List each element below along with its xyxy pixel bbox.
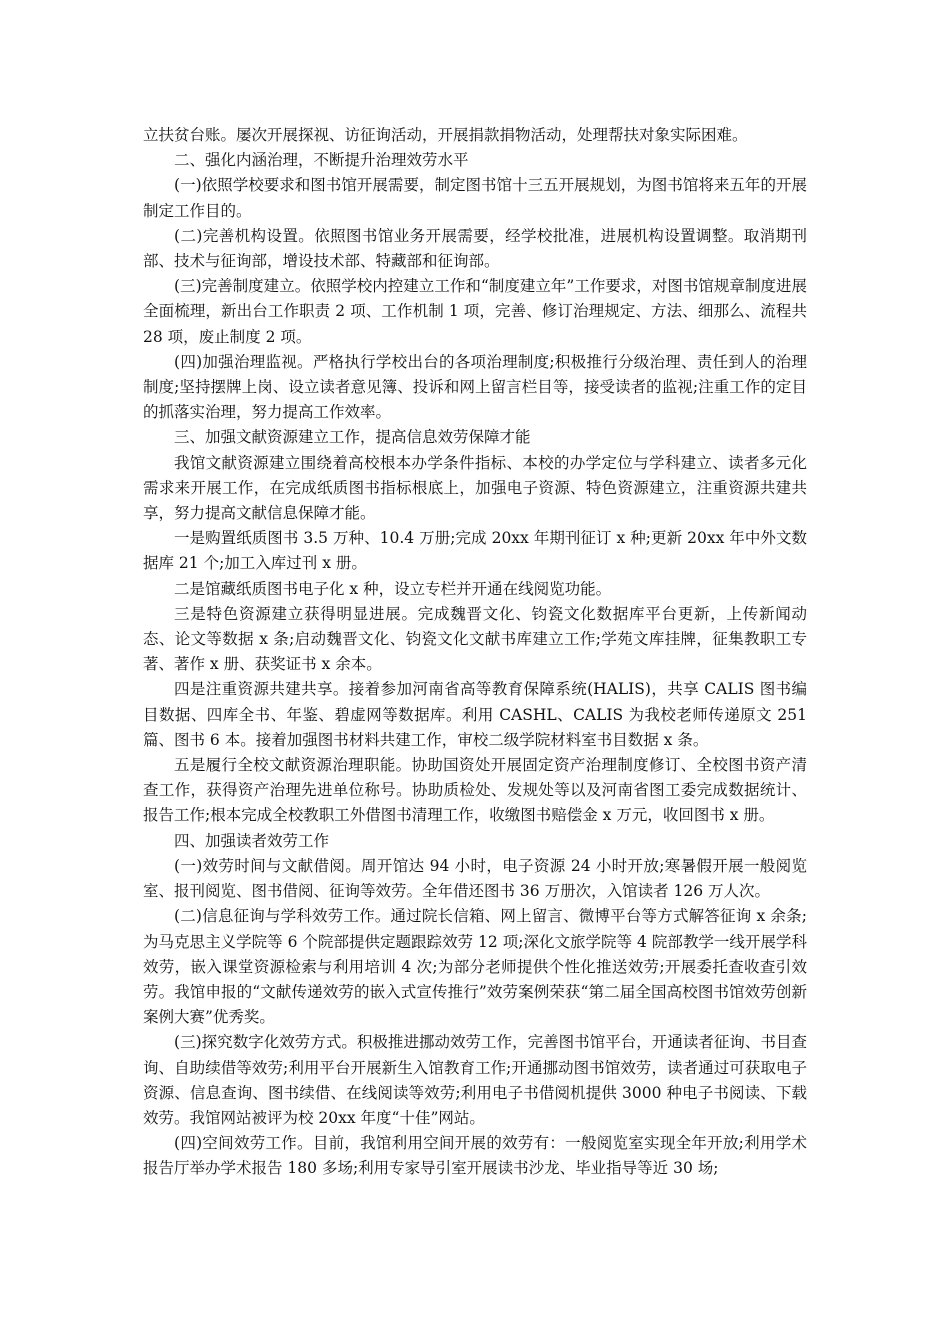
paragraph-3-intro: 我馆文献资源建立围绕着高校根本办学条件指标、本校的办学定位与学科建立、读者多元化需求来开展工作，在完成纸质图书指标根底上，加强电子资源、特色资源建立，注重资源共建共享，努力提高文献信息保障才能。: [143, 453, 807, 523]
paragraph-2-2: (二)完善机构设置。依照图书馆业务开展需要，经学校批准，进展机构设置调整。取消期刊部、技术与征询部，增设技术部、特藏部和征询部。: [143, 226, 807, 271]
paragraph-3-3: 三是特色资源建立获得明显进展。完成魏晋文化、钧瓷文化数据库平台更新，上传新闻动态、论文等数据 x 条;启动魏晋文化、钧瓷文化文献书库建立工作;学苑文库挂牌，征集教职工专著、著作 x 册、获奖证书 x 余本。: [143, 604, 807, 674]
paragraph-4-1: (一)效劳时间与文献借阅。周开馆达 94 小时，电子资源 24 小时开放;寒暑假开展一般阅览室、报刊阅览、图书借阅、征询等效劳。全年借还图书 36 万册次，入馆读者 126 万人次。: [143, 856, 807, 901]
paragraph-3-4: 四是注重资源共建共享。接着参加河南省高等教育保障系统(HALIS)，共享 CALIS 图书编目数据、四库全书、年鉴、碧虚网等数据库。利用 CASHL、CALIS 为我校老师传递原文 251 篇、图书 6 本。接着加强图书材料共建工作，审校二级学院材料室书目数据 x 条。: [143, 680, 807, 749]
paragraph-4-4: (四)空间效劳工作。目前，我馆利用空间开展的效劳有：一般阅览室实现全年开放;利用学术报告厅举办学术报告 180 多场;利用专家导引室开展读书沙龙、毕业指导等近 30 场;: [143, 1134, 807, 1178]
paragraph-2-4: (四)加强治理监视。严格执行学校出台的各项治理制度;积极推行分级治理、责任到人的治理制度;坚持摆牌上岗、设立读者意见簿、投诉和网上留言栏目等，接受读者的监视;注重工作的定目的抓落实治理，努力提高工作效率。: [143, 352, 807, 422]
paragraph-4-3: (三)探究数字化效劳方式。积极推进挪动效劳工作，完善图书馆平台，开通读者征询、书目查询、自助续借等效劳;利用平台开展新生入馆教育工作;开通挪动图书馆效劳，读者通过可获取电子资源、信息查询、图书续借、在线阅读等效劳;利用电子书借阅机提供 3000 种电子书阅读、下载效劳。我馆网站被评为校 20xx 年度“十佳”网站。: [143, 1033, 807, 1127]
paragraph-continuation: 立扶贫台账。屡次开展探视、访征询活动，开展捐款捐物活动，处理帮扶对象实际困难。: [143, 126, 748, 144]
paragraph-2-1: (一)依照学校要求和图书馆开展需要，制定图书馆十三五开展规划，为图书馆将来五年的开展制定工作目的。: [143, 176, 807, 220]
paragraph-2-3: (三)完善制度建立。依照学校内控建立工作和“制度建立年”工作要求，对图书馆规章制度进展全面梳理，新出台工作职责 2 项、工作机制 1 项，完善、修订治理规定、方法、细那么、流程共 28 项，废止制度 2 项。: [143, 277, 807, 346]
document-body: [143, 123, 807, 1182]
paragraph-4-2: (二)信息征询与学科效劳工作。通过院长信箱、网上留言、微博平台等方式解答征询 x 余条;为马克思主义学院等 6 个院部提供定题跟踪效劳 12 项;深化文旅学院等 4 院部教学一线开展学科效劳，嵌入课堂资源检索与利用培训 4 次;为部分老师提供个性化推送效劳;开展委托查收查引效劳。我馆申报的“文献传递效劳的嵌入式宣传推行”效劳案例荣获“第二届全国高校图书馆效劳创新案例大赛”优秀奖。: [143, 907, 807, 1027]
paragraph-3-2: 二是馆藏纸质图书电子化 x 种，设立专栏并开通在线阅览功能。: [174, 579, 612, 598]
section-heading-4: 四、加强读者效劳工作: [174, 831, 330, 850]
section-heading-3: 三、加强文献资源建立工作，提高信息效劳保障才能: [174, 428, 531, 447]
paragraph-3-5: 五是履行全校文献资源治理职能。协助国资处开展固定资产治理制度修订、全校图书资产清查工作，获得资产治理先进单位称号。协助质检处、发规处等以及河南省图工委完成数据统计、报告工作;根本完成全校教职工外借图书清理工作，收缴图书赔偿金 x 万元，收回图书 x 册。: [143, 756, 807, 825]
section-heading-2: 二、强化内涵治理，不断提升治理效劳水平: [174, 151, 469, 170]
paragraph-3-1: 一是购置纸质图书 3.5 万种、10.4 万册;完成 20xx 年期刊征订 x 种;更新 20xx 年中外文数据库 21 个;加工入库过刊 x 册。: [143, 529, 807, 573]
